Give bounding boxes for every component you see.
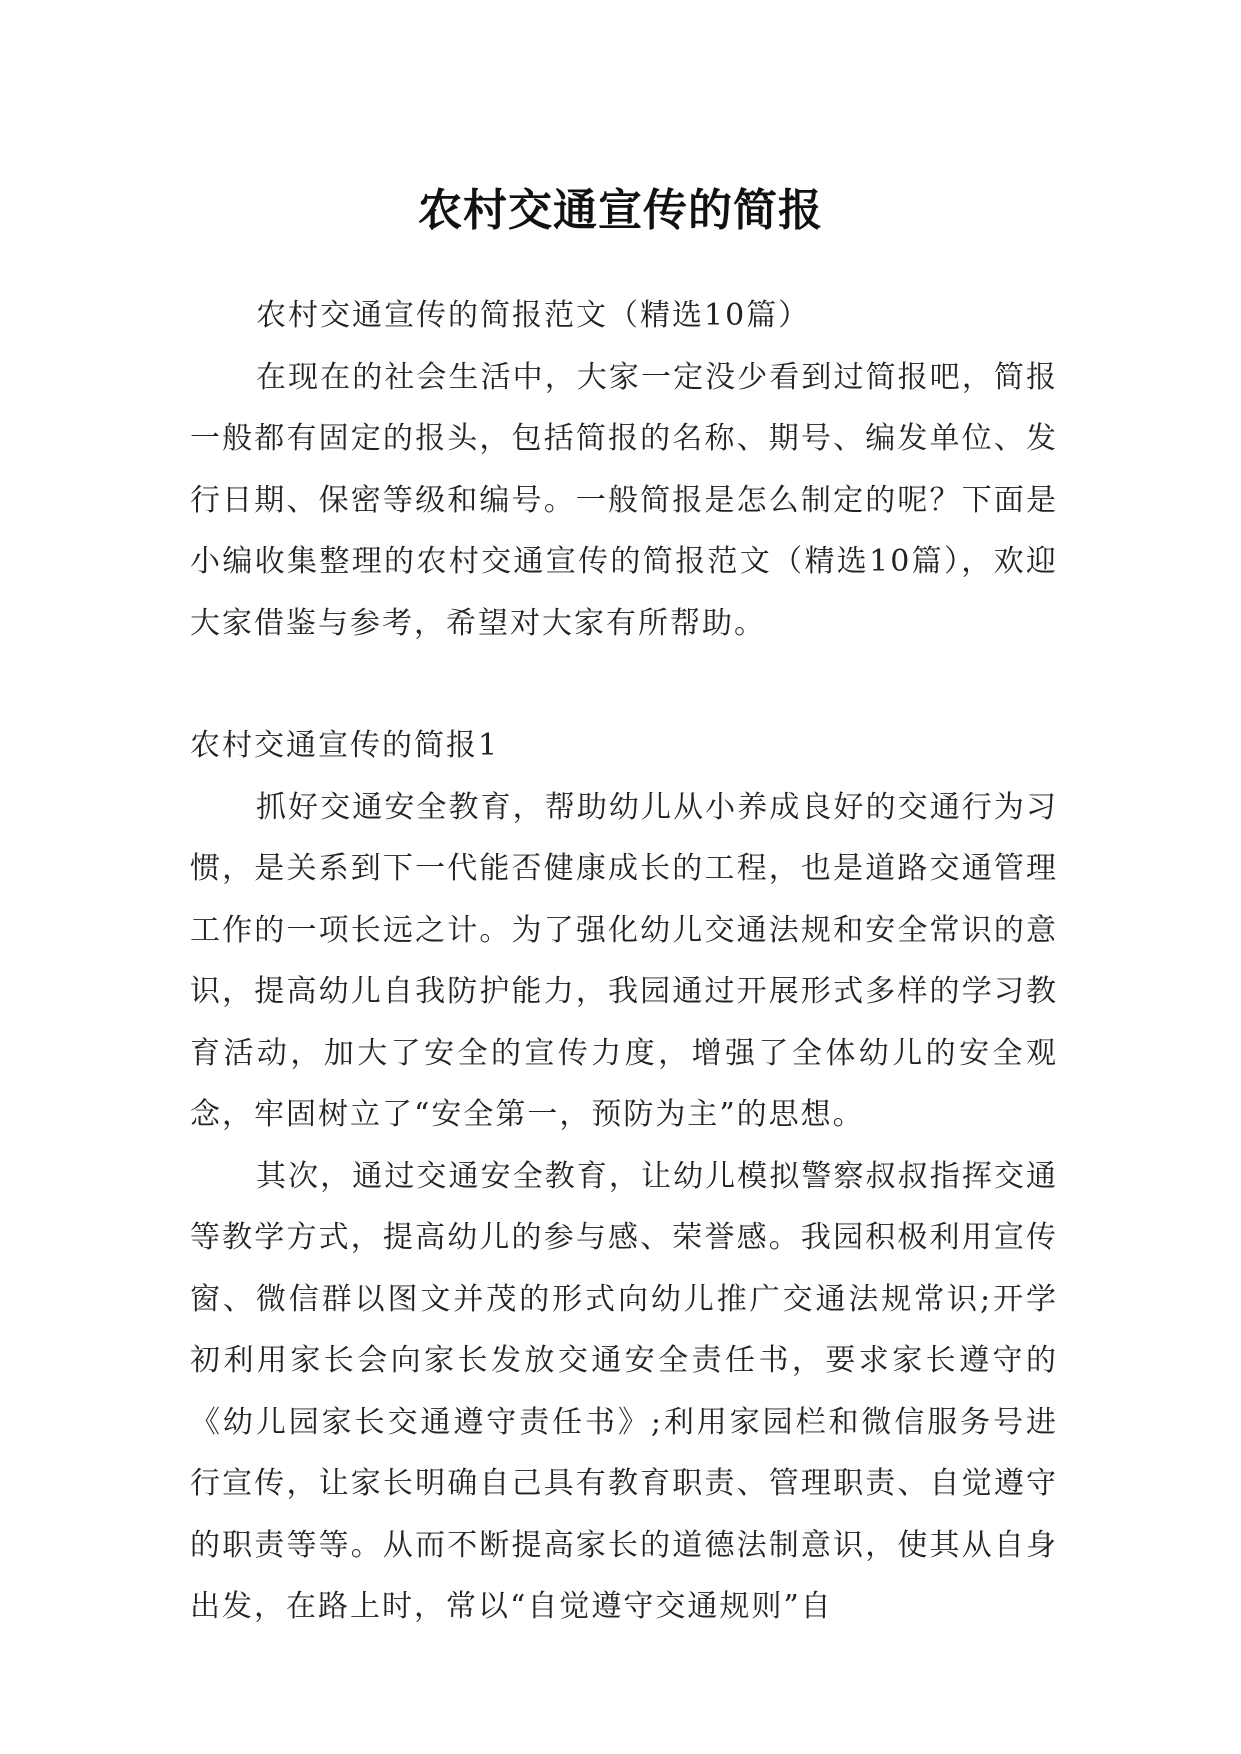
intro-paragraph: 在现在的社会生活中，大家一定没少看到过简报吧，简报一般都有固定的报头，包括简报的名称、期号、编发单位、发行日期、保密等级和编号。一般简报是怎么制定的呢？下面是小编收集整理的农村交通宣传的简报范文（精选10篇），欢迎大家借鉴与参考，希望对大家有所帮助。 bbox=[190, 359, 1058, 641]
document-body bbox=[190, 285, 1058, 1638]
section-paragraph: 其次，通过交通安全教育，让幼儿模拟警察叔叔指挥交通等教学方式，提高幼儿的参与感、荣誉感。我园积极利用宣传窗、微信群以图文并茂的形式向幼儿推广交通法规常识;开学初利用家长会向家长发放交通安全责任书，要求家长遵守的《幼儿园家长交通遵守责任书》;利用家园栏和微信服务号进行宣传，让家长明确自己具有教育职责、管理职责、自觉遵守的职责等等。从而不断提高家长的道德法制意识，使其从自身出发，在路上时，常以“自觉遵守交通规则”自 bbox=[190, 1158, 1058, 1624]
section-heading: 农村交通宣传的简报1 bbox=[190, 728, 500, 763]
section-paragraph: 抓好交通安全教育，帮助幼儿从小养成良好的交通行为习惯，是关系到下一代能否健康成长的工程，也是道路交通管理工作的一项长远之计。为了强化幼儿交通法规和安全常识的意识，提高幼儿自我防护能力，我园通过开展形式多样的学习教育活动，加大了安全的宣传力度，增强了全体幼儿的安全观念，牢固树立了“安全第一，预防为主”的思想。 bbox=[190, 789, 1058, 1132]
document-title: 农村交通宣传的简报 bbox=[418, 185, 823, 237]
document-subtitle: 农村交通宣传的简报范文（精选10篇） bbox=[256, 298, 811, 333]
